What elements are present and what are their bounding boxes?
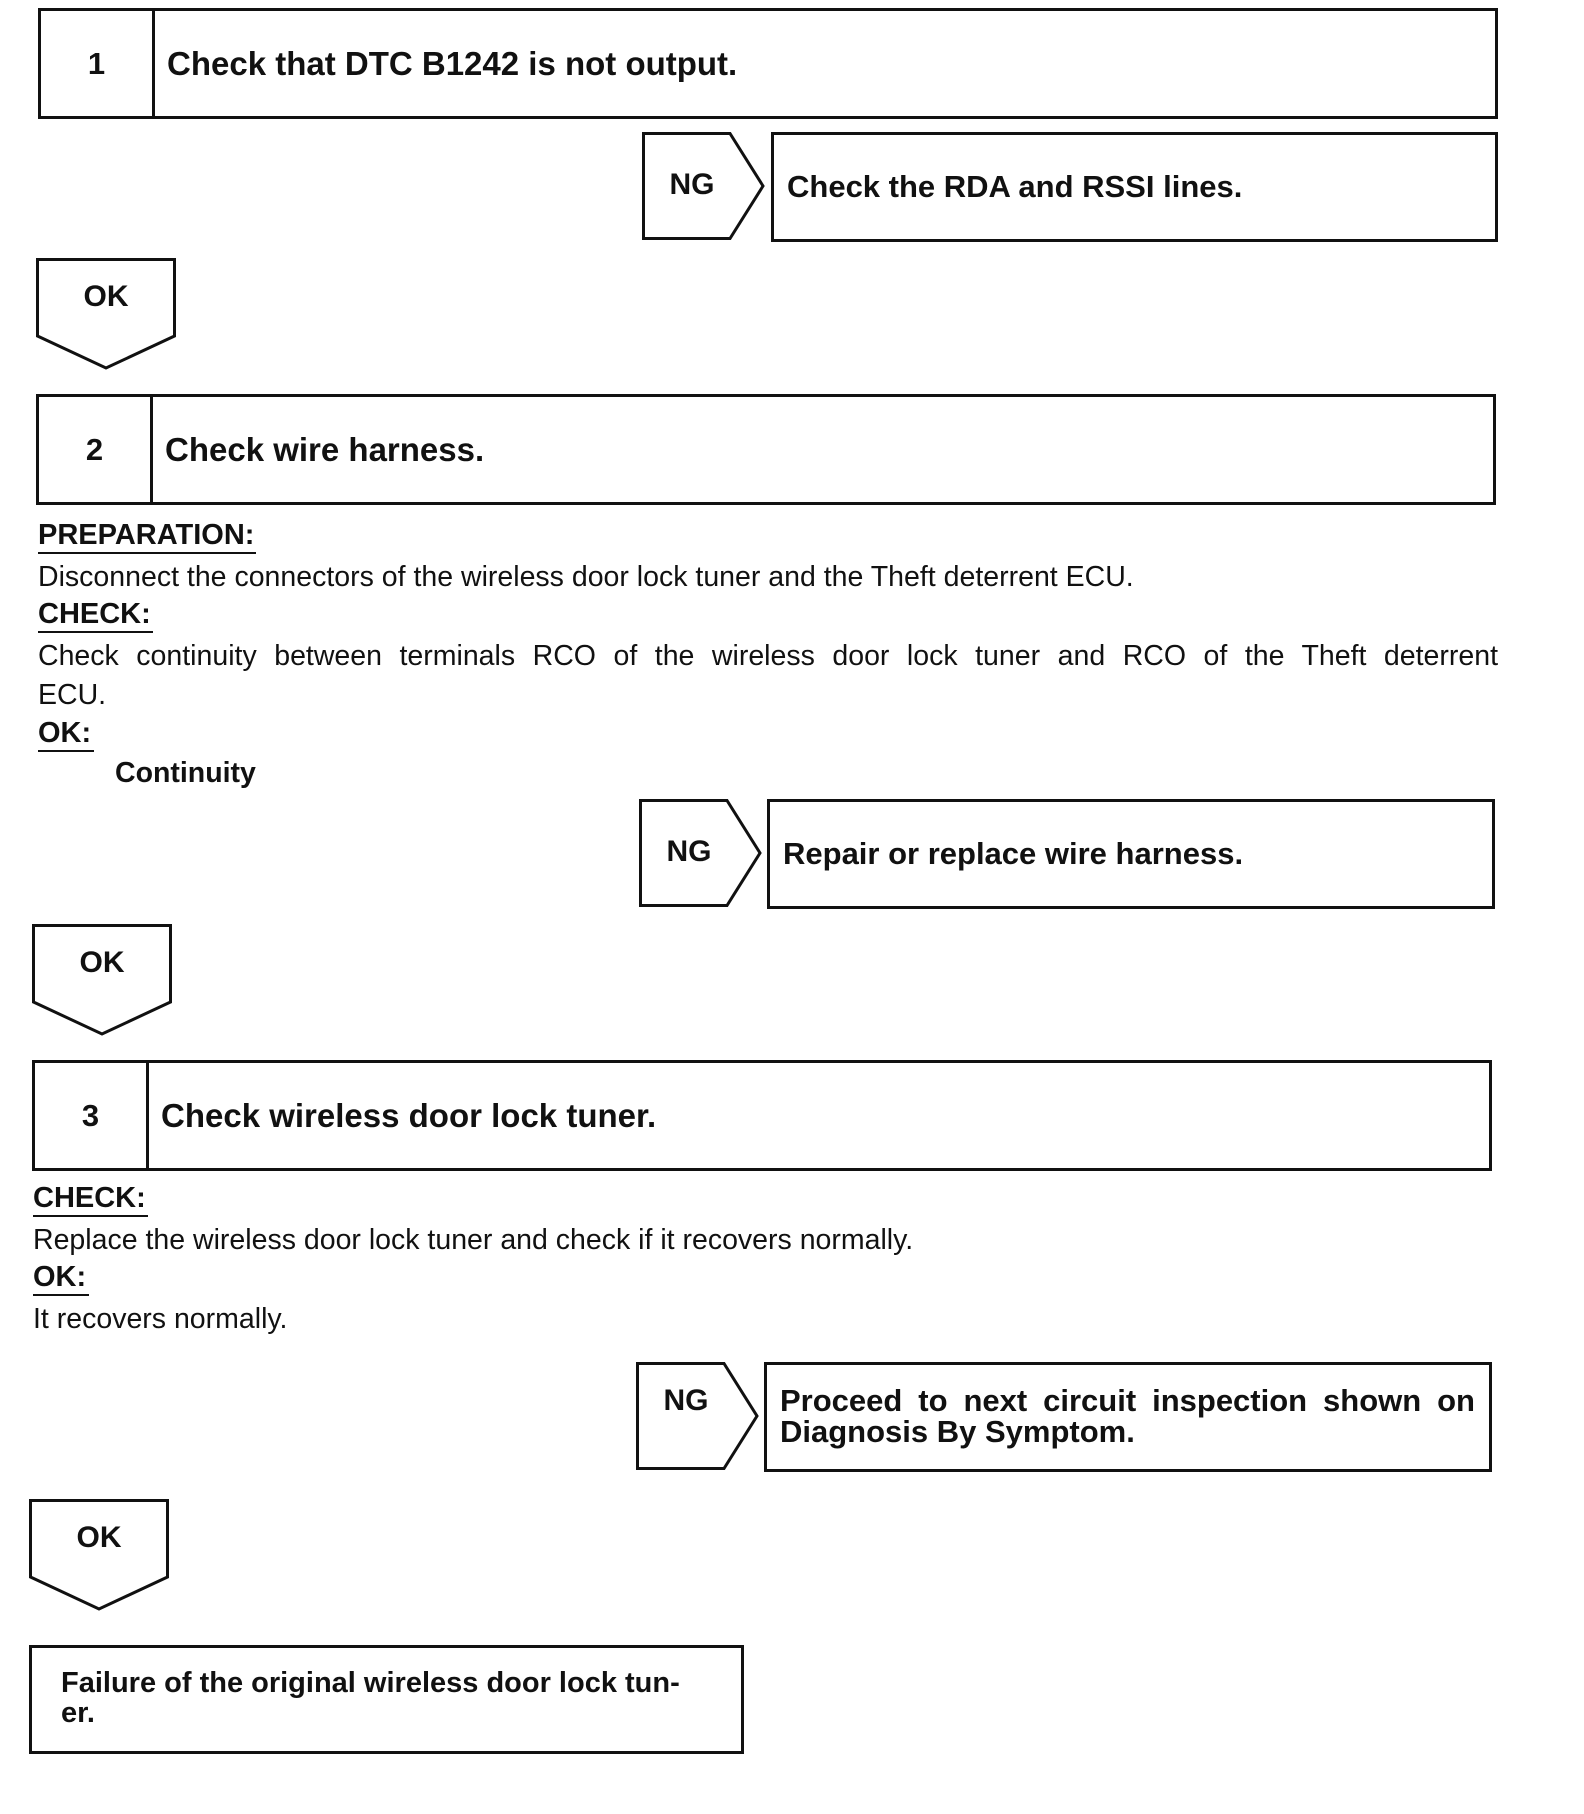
ng-label: NG: [666, 835, 712, 868]
check-text: Check continuity between terminals RCO of the wireless door lock tuner and RCO of the Theft deterrent: [38, 640, 1498, 672]
ok-label: OK: [79, 946, 125, 979]
check-heading: CHECK:: [38, 597, 153, 633]
ok-text: It recovers normally.: [33, 1303, 288, 1335]
ng-label: NG: [663, 1384, 709, 1417]
preparation-text: Disconnect the connectors of the wireless door lock tuner and the Theft deterrent ECU.: [38, 561, 1134, 593]
step-1-header: [38, 8, 1498, 119]
check-text-continued: ECU.: [38, 679, 107, 711]
ng-arrow-icon: [642, 132, 766, 240]
ok-arrow-icon: [32, 924, 172, 1036]
ok-heading: OK:: [33, 1260, 89, 1296]
step-3-header: [32, 1060, 1492, 1171]
ok-label: OK: [76, 1521, 122, 1554]
ok-arrow-icon: [36, 258, 176, 370]
ng-arrow-icon: [636, 1362, 760, 1470]
step-2-header: [36, 394, 1496, 505]
ng-arrow-icon: [639, 799, 763, 907]
step-title: Check wireless door lock tuner.: [161, 1096, 657, 1134]
ok-arrow-icon: [29, 1499, 169, 1611]
ok-heading: OK:: [38, 716, 94, 752]
step-number: 1: [41, 11, 155, 116]
ok-label: OK: [83, 280, 129, 313]
ng-result-box: Check the RDA and RSSI lines.: [771, 132, 1498, 242]
ng-result-line2: Diagnosis By Symptom.: [780, 1414, 1135, 1449]
check-text: Replace the wireless door lock tuner and check if it recovers normally.: [33, 1224, 914, 1256]
step-number: 2: [39, 397, 153, 502]
final-result-line1: Failure of the original wireless door lock tun-: [61, 1667, 680, 1699]
step-title: Check wire harness.: [165, 430, 485, 468]
step-number: 3: [35, 1063, 149, 1168]
step-title: Check that DTC B1242 is not output.: [167, 44, 738, 82]
preparation-heading: PREPARATION:: [38, 518, 256, 554]
ng-result-line1: Proceed to next circuit inspection shown on: [780, 1383, 1475, 1418]
ng-result-box: Repair or replace wire harness.: [767, 799, 1495, 909]
ng-label: NG: [669, 168, 715, 201]
ok-text: Continuity: [115, 757, 256, 789]
final-result-line2: er.: [61, 1697, 95, 1729]
final-result-box: [29, 1645, 744, 1754]
check-heading: CHECK:: [33, 1181, 148, 1217]
ng-result-box: [764, 1362, 1492, 1472]
